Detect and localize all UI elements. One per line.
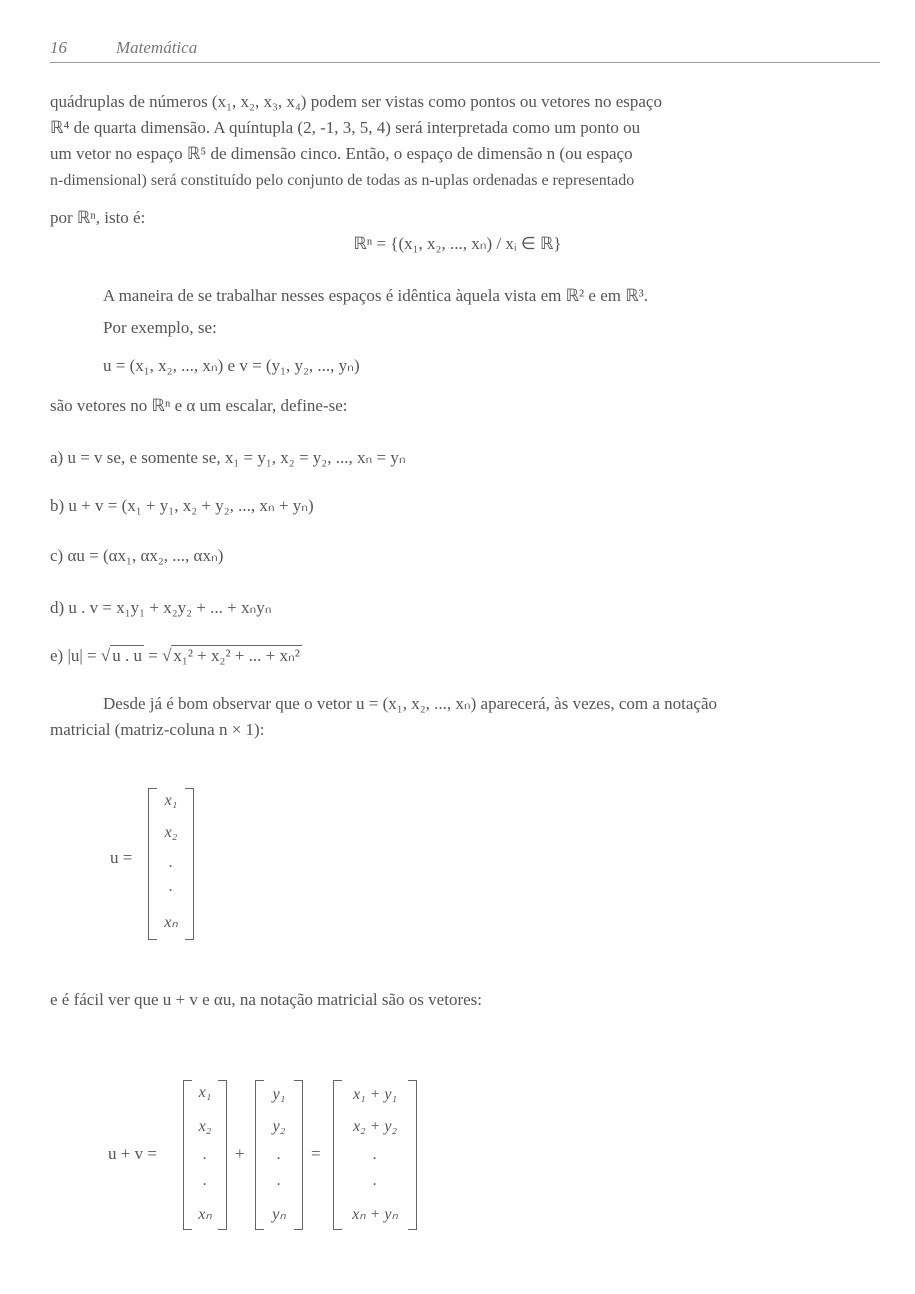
item-text: u = v se, e somente se, x₁ = y₁, x₂ = y₂, ..., xₙ = yₙ [67,448,406,467]
item-text: αu = (αx₁, αx₂, ..., αxₙ) [67,546,224,565]
paragraph2: A maneira de se trabalhar nesses espaços é idêntica àquela vista em ℝ² e em ℝ³. [103,286,649,305]
column-matrix-lhs: u = [110,848,133,867]
item-label: a) [50,448,64,467]
matrix-entry: x₂ [164,824,178,841]
item-text-left: |u| = [67,646,101,665]
scalar-sentence: são vetores no ℝⁿ e α um escalar, define-se: [50,396,348,415]
sum-lhs: u + v = [108,1144,157,1163]
page-header [50,38,880,66]
list-item-d [50,598,272,618]
sqrt-u-dot-u: u . u [112,646,142,665]
paragraph4: e é fácil ver que u + v e αu, na notação matricial são os vetores: [50,990,482,1009]
paragraph1-line5: por ℝⁿ, isto é: [50,208,146,227]
matrix-entry: xₙ [198,1206,212,1223]
set-definition: ℝⁿ = {(x₁, x₂, ..., xₙ) / xᵢ ∈ ℝ} [353,234,562,253]
sqrt-sum-squares: x₁² + x₂² + ... + xₙ² [173,646,300,665]
item-label: d) [50,598,65,617]
paragraph1-line4: n-dimensional) será constituído pelo conjunto de todas as n-uplas ordenadas e representado [50,172,635,189]
matrix-entry: x₁ [164,792,178,809]
column-matrix [148,788,194,940]
paragraph1-line3: um vetor no espaço ℝ⁵ de dimensão cinco. Então, o espaço de dimensão n (ou espaço [50,144,633,163]
item-text: u . v = x₁y₁ + x₂y₂ + ... + xₙyₙ [68,598,272,617]
v-matrix [255,1080,303,1230]
matrix-entry: x₁ + y₁ [352,1086,398,1103]
matrix-entry: x₂ [198,1118,212,1135]
equals-sign: = [311,1144,321,1163]
plus-sign: + [235,1144,245,1163]
paragraph1-line2: ℝ⁴ de quarta dimensão. A quíntupla (2, -1, 3, 5, 4) será interpretada como um ponto ou [50,118,641,137]
paragraph3-line1: Desde já é bom observar que o vetor u = (x₁, x₂, ..., xₙ) aparecerá, às vezes, com a notação [103,694,717,713]
matrix-entry: . [203,1146,207,1163]
matrix-entry: xₙ [164,914,178,931]
matrix-entry: y₁ [272,1086,286,1103]
item-text-mid: = [143,646,163,665]
matrix-entry: . [277,1146,281,1163]
vectors-definition: u = (x₁, x₂, ..., xₙ) e v = (y₁, y₂, ..., yₙ) [103,356,360,375]
u-matrix [183,1080,227,1230]
matrix-entry: . [203,1172,207,1189]
running-title: Matemática [116,38,198,57]
item-label: b) [50,496,65,515]
matrix-entry: xₙ + yₙ [352,1206,398,1223]
matrix-entry: x₂ + y₂ [352,1118,398,1135]
list-item-b [50,496,314,516]
item-label: e) [50,646,64,665]
matrix-entry: . [169,854,173,871]
matrix-entry: y₂ [272,1118,286,1135]
paragraph3-line2: matricial (matriz-coluna n × 1): [50,720,265,739]
matrix-entry: yₙ [272,1206,286,1223]
item-text: u + v = (x₁ + y₁, x₂ + y₂, ..., xₙ + yₙ) [68,496,314,515]
page-number: 16 [50,38,67,57]
list-item-a [50,448,406,468]
result-matrix [333,1080,417,1230]
matrix-entry: . [169,878,173,895]
list-item-e: e) |u| = √ u . u = √ x₁² + x₂² + ... + xₙ² [50,646,300,665]
matrix-entry: . [277,1172,281,1189]
matrix-entry: . [373,1172,377,1189]
matrix-entry: x₁ [198,1084,212,1101]
matrix-entry: . [373,1146,377,1163]
paragraph1-line1: quádruplas de números (x₁, x₂, x₃, x₄) podem ser vistas como pontos ou vetores no espaço [50,92,662,111]
item-label: c) [50,546,64,565]
header-rule [50,62,880,63]
list-item-c [50,546,223,566]
example-intro: Por exemplo, se: [103,318,217,337]
